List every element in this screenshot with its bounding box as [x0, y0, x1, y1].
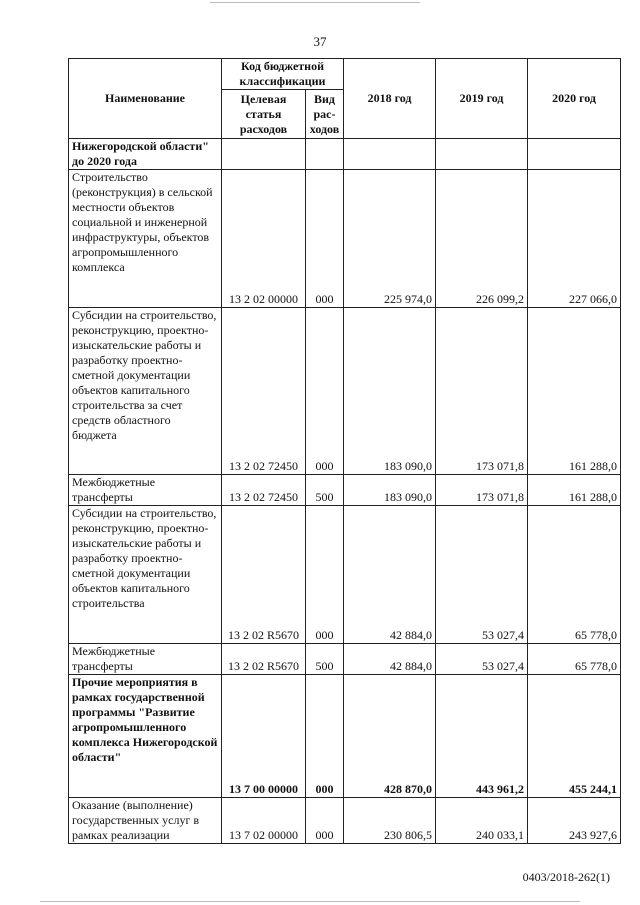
- header-row-1: [69, 59, 621, 90]
- row-2019: 53 027,4: [436, 644, 528, 675]
- row-2020: 65 778,0: [528, 506, 621, 644]
- row-code: 13 2 02 R5670: [222, 506, 306, 644]
- row-type: [306, 139, 344, 170]
- row-code: 13 7 02 00000: [222, 798, 306, 844]
- header-2019: 2019 год: [436, 59, 528, 139]
- row-2018: 183 090,0: [344, 475, 436, 506]
- row-code: 13 2 02 72450: [222, 475, 306, 506]
- row-type: 500: [306, 475, 344, 506]
- row-name: Субсидии на строительство, реконструкцию, проектно-изыскательские работы и разработку проектно-сметной документации объектов капитального строительства: [69, 506, 222, 644]
- row-2019: 226 099,2: [436, 170, 528, 308]
- table-row: [69, 644, 621, 675]
- row-2020: 243 927,6: [528, 798, 621, 844]
- table-row: [69, 139, 621, 170]
- header-2018: 2018 год: [344, 59, 436, 139]
- scan-edge-top: [210, 2, 420, 3]
- row-type: 000: [306, 675, 344, 798]
- row-2020: 161 288,0: [528, 308, 621, 475]
- row-2020: 227 066,0: [528, 170, 621, 308]
- row-code: 13 7 00 00000: [222, 675, 306, 798]
- row-name: Межбюджетные трансферты: [69, 644, 222, 675]
- scan-edge-bottom: [40, 901, 580, 902]
- row-type: 000: [306, 798, 344, 844]
- row-2019: 173 071,8: [436, 475, 528, 506]
- row-2020: 65 778,0: [528, 644, 621, 675]
- row-2018: 225 974,0: [344, 170, 436, 308]
- table-row: [69, 675, 621, 798]
- row-2018: 42 884,0: [344, 644, 436, 675]
- row-type: 000: [306, 506, 344, 644]
- row-2018: [344, 139, 436, 170]
- header-code-group: Код бюджетной классификации: [222, 59, 344, 90]
- row-type: 000: [306, 170, 344, 308]
- budget-table: [68, 58, 621, 844]
- header-target: Целевая статья расходов: [222, 90, 306, 139]
- document-code: 0403/2018-262(1): [522, 870, 610, 884]
- row-name: Нижегородской области" до 2020 года: [69, 139, 222, 170]
- page-number: 37: [313, 34, 327, 49]
- row-2020: 161 288,0: [528, 475, 621, 506]
- row-2019: 443 961,2: [436, 675, 528, 798]
- row-name: Субсидии на строительство, реконструкцию, проектно-изыскательские работы и разработку проектно-сметной документации объектов капитального строительства за счет средств областного бюджета: [69, 308, 222, 475]
- row-2018: 183 090,0: [344, 308, 436, 475]
- table-row: [69, 798, 621, 844]
- table-row: [69, 308, 621, 475]
- header-2020: 2020 год: [528, 59, 621, 139]
- row-name: Строительство (реконструкция) в сельской местности объектов социальной и инженерной инфраструктуры, объектов агропромышленного комплекса: [69, 170, 222, 308]
- row-2019: 240 033,1: [436, 798, 528, 844]
- row-2020: 455 244,1: [528, 675, 621, 798]
- header-name: Наименование: [69, 59, 222, 139]
- row-code: [222, 139, 306, 170]
- row-type: 500: [306, 644, 344, 675]
- row-name: Прочие мероприятия в рамках государственной программы "Развитие агропромышленного комплекса Нижегородской области": [69, 675, 222, 798]
- row-2018: 42 884,0: [344, 506, 436, 644]
- row-code: 13 2 02 00000: [222, 170, 306, 308]
- row-2018: 230 806,5: [344, 798, 436, 844]
- table-row: [69, 506, 621, 644]
- table-row: [69, 170, 621, 308]
- row-2020: [528, 139, 621, 170]
- header-type: Вид рас-ходов: [306, 90, 344, 139]
- row-2019: 53 027,4: [436, 506, 528, 644]
- row-2018: 428 870,0: [344, 675, 436, 798]
- row-code: 13 2 02 72450: [222, 308, 306, 475]
- table-row: [69, 475, 621, 506]
- row-2019: 173 071,8: [436, 308, 528, 475]
- row-code: 13 2 02 R5670: [222, 644, 306, 675]
- row-name: Межбюджетные трансферты: [69, 475, 222, 506]
- row-type: 000: [306, 308, 344, 475]
- row-2019: [436, 139, 528, 170]
- row-name: Оказание (выполнение) государственных услуг в рамках реализации: [69, 798, 222, 844]
